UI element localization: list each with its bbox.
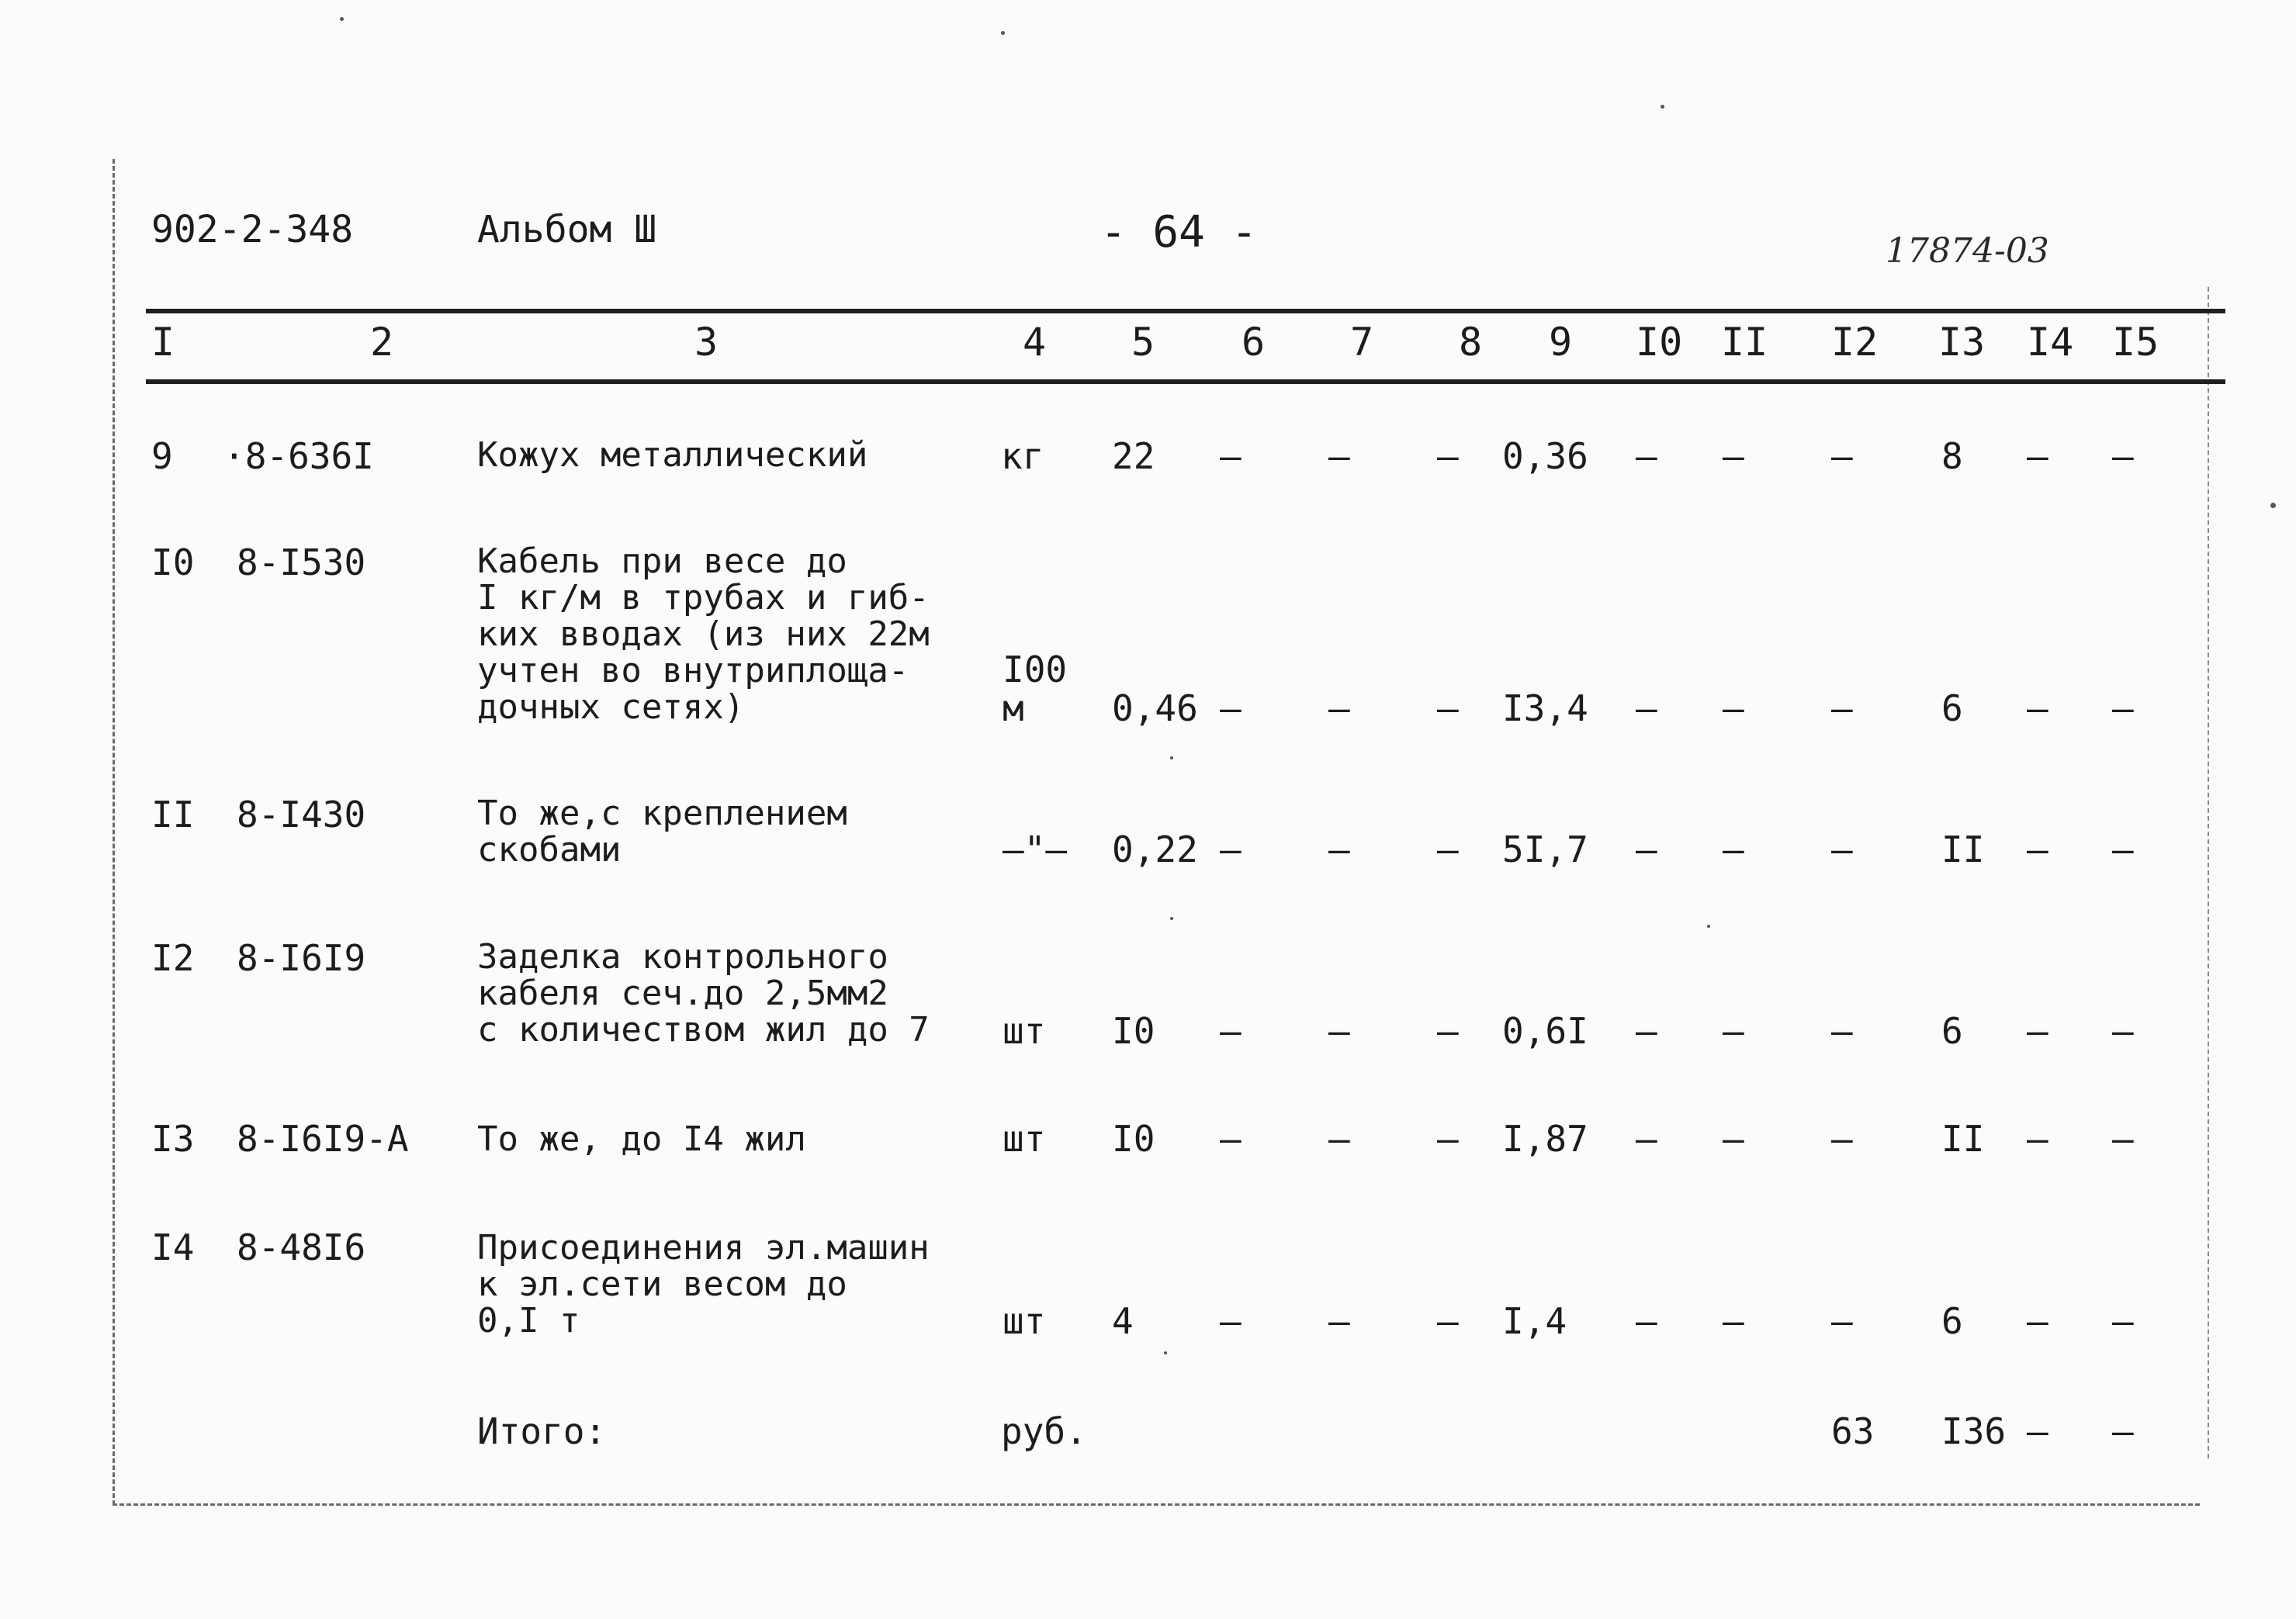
value-col8: – bbox=[1437, 1010, 1459, 1052]
value-col13: II bbox=[1941, 829, 1985, 870]
row-number: I0 bbox=[151, 541, 195, 583]
value-col13: 8 bbox=[1941, 435, 1963, 477]
value-col14: – bbox=[2027, 829, 2048, 870]
value-col12: – bbox=[1831, 1010, 1853, 1052]
column-number: 5 bbox=[1131, 320, 1155, 365]
handwritten-stamp: 17874-03 bbox=[1886, 231, 2049, 271]
row-number: I4 bbox=[151, 1226, 195, 1268]
value-col12: – bbox=[1831, 1118, 1853, 1160]
value-col11: – bbox=[1723, 435, 1744, 477]
value-col9: I,4 bbox=[1502, 1300, 1567, 1342]
quantity: 4 bbox=[1112, 1300, 1134, 1342]
value-col15: – bbox=[2112, 1300, 2134, 1342]
row-number: I3 bbox=[151, 1118, 195, 1160]
value-col7: – bbox=[1328, 435, 1350, 477]
column-number: 2 bbox=[370, 320, 394, 365]
quantity: I0 bbox=[1112, 1118, 1155, 1160]
scan-speck bbox=[340, 17, 344, 21]
column-number: I bbox=[151, 320, 175, 365]
column-number: I3 bbox=[1938, 320, 1986, 365]
scan-speck bbox=[1707, 925, 1710, 928]
page-frame-right bbox=[2208, 287, 2209, 1458]
value-col12: – bbox=[1831, 829, 1853, 870]
column-number: I4 bbox=[2027, 320, 2074, 365]
album-label: Альбом Ш bbox=[477, 208, 657, 251]
scan-speck bbox=[1661, 105, 1664, 109]
work-description: Присоединения эл.машин к эл.сети весом до 0,I т bbox=[477, 1228, 930, 1341]
value-col14: – bbox=[2027, 1010, 2048, 1052]
quantity: 0,22 bbox=[1112, 829, 1198, 870]
value-col9: 0,36 bbox=[1502, 435, 1588, 477]
scan-speck bbox=[2270, 503, 2276, 508]
column-number: 7 bbox=[1350, 320, 1374, 365]
value-col6: – bbox=[1220, 1010, 1242, 1052]
work-description: То же,с креплением скобами bbox=[477, 794, 847, 870]
value-col8: – bbox=[1437, 829, 1459, 870]
value-col14: – bbox=[2027, 1300, 2048, 1342]
value-col11: – bbox=[1723, 1010, 1744, 1052]
value-col10: – bbox=[1636, 435, 1657, 477]
value-col14: – bbox=[2027, 435, 2048, 477]
value-col12: – bbox=[1831, 1300, 1853, 1342]
value-col7: – bbox=[1328, 829, 1350, 870]
value-col12: – bbox=[1831, 687, 1853, 729]
value-col8: – bbox=[1437, 1118, 1459, 1160]
quantity: 0,46 bbox=[1112, 687, 1198, 729]
column-number: 6 bbox=[1242, 320, 1266, 365]
row-number: 9 bbox=[151, 435, 173, 477]
value-col13: 6 bbox=[1941, 687, 1963, 729]
rate-code: 8-I530 bbox=[237, 541, 366, 583]
unit-multiplier: I00 bbox=[1003, 649, 1068, 690]
unit-of-measure: м bbox=[1003, 687, 1024, 729]
value-col11: – bbox=[1723, 687, 1744, 729]
quantity: 22 bbox=[1112, 435, 1155, 477]
value-col13: 6 bbox=[1941, 1300, 1963, 1342]
page-frame-bottom bbox=[113, 1503, 2200, 1506]
rate-code: ·8-636I bbox=[223, 435, 374, 477]
unit-of-measure: шт bbox=[1003, 1118, 1046, 1160]
row-number: II bbox=[151, 794, 195, 835]
total-col15: – bbox=[2112, 1410, 2134, 1452]
work-description: То же, до I4 жил bbox=[477, 1119, 806, 1159]
rate-code: 8-I6I9-А bbox=[237, 1118, 409, 1160]
unit-of-measure: –"– bbox=[1003, 829, 1068, 870]
total-col13: I36 bbox=[1941, 1410, 2007, 1452]
document-code: 902-2-348 bbox=[151, 208, 354, 251]
total-col12: 63 bbox=[1831, 1410, 1875, 1452]
value-col7: – bbox=[1328, 1010, 1350, 1052]
column-number: I0 bbox=[1636, 320, 1683, 365]
value-col15: – bbox=[2112, 435, 2134, 477]
value-col7: – bbox=[1328, 1300, 1350, 1342]
value-col6: – bbox=[1220, 1118, 1242, 1160]
value-col6: – bbox=[1220, 829, 1242, 870]
value-col15: – bbox=[2112, 687, 2134, 729]
header-rule-top bbox=[146, 309, 2225, 313]
value-col8: – bbox=[1437, 1300, 1459, 1342]
value-col9: I3,4 bbox=[1502, 687, 1588, 729]
value-col15: – bbox=[2112, 1010, 2134, 1052]
value-col10: – bbox=[1636, 829, 1657, 870]
work-description: Кабель при весе до I кг/м в трубах и гиб- ких вводах (из них 22м учтен во внутриплоща- дочных сетях) bbox=[477, 541, 930, 727]
column-number: I5 bbox=[2112, 320, 2159, 365]
value-col9: 0,6I bbox=[1502, 1010, 1588, 1052]
column-number: 9 bbox=[1549, 320, 1573, 365]
value-col13: 6 bbox=[1941, 1010, 1963, 1052]
header-rule-bottom bbox=[146, 379, 2225, 384]
value-col10: – bbox=[1636, 1300, 1657, 1342]
value-col7: – bbox=[1328, 1118, 1350, 1160]
total-label: Итого: bbox=[477, 1410, 607, 1452]
page-frame-left bbox=[113, 159, 115, 1505]
value-col11: – bbox=[1723, 1118, 1744, 1160]
page-number: - 64 - bbox=[1100, 207, 1258, 258]
value-col10: – bbox=[1636, 687, 1657, 729]
unit-of-measure: шт bbox=[1003, 1300, 1046, 1342]
row-number: I2 bbox=[151, 937, 195, 979]
column-number: 8 bbox=[1459, 320, 1483, 365]
value-col6: – bbox=[1220, 687, 1242, 729]
total-unit: руб. bbox=[1001, 1410, 1087, 1452]
scan-speck bbox=[1164, 1351, 1167, 1354]
column-number: 4 bbox=[1023, 320, 1047, 365]
column-number: II bbox=[1721, 320, 1768, 365]
value-col6: – bbox=[1220, 435, 1242, 477]
value-col8: – bbox=[1437, 435, 1459, 477]
work-description: Кожух металлический bbox=[477, 435, 868, 475]
rate-code: 8-I6I9 bbox=[237, 937, 366, 979]
value-col14: – bbox=[2027, 687, 2048, 729]
value-col6: – bbox=[1220, 1300, 1242, 1342]
value-col10: – bbox=[1636, 1118, 1657, 1160]
work-description: Заделка контрольного кабеля сеч.до 2,5мм2 с количеством жил до 7 bbox=[477, 937, 930, 1050]
value-col15: – bbox=[2112, 829, 2134, 870]
column-number: I2 bbox=[1831, 320, 1879, 365]
value-col8: – bbox=[1437, 687, 1459, 729]
total-col14: – bbox=[2027, 1410, 2048, 1452]
scan-speck bbox=[1001, 31, 1005, 35]
value-col9: I,87 bbox=[1502, 1118, 1588, 1160]
value-col12: – bbox=[1831, 435, 1853, 477]
scan-speck bbox=[1170, 756, 1173, 759]
value-col11: – bbox=[1723, 1300, 1744, 1342]
unit-of-measure: кг bbox=[1001, 435, 1044, 477]
unit-of-measure: шт bbox=[1003, 1010, 1046, 1052]
value-col14: – bbox=[2027, 1118, 2048, 1160]
rate-code: 8-48I6 bbox=[237, 1226, 366, 1268]
value-col11: – bbox=[1723, 829, 1744, 870]
value-col15: – bbox=[2112, 1118, 2134, 1160]
rate-code: 8-I430 bbox=[237, 794, 366, 835]
value-col10: – bbox=[1636, 1010, 1657, 1052]
value-col7: – bbox=[1328, 687, 1350, 729]
quantity: I0 bbox=[1112, 1010, 1155, 1052]
scan-speck bbox=[1170, 917, 1173, 920]
column-number: 3 bbox=[694, 320, 719, 365]
value-col9: 5I,7 bbox=[1502, 829, 1588, 870]
value-col13: II bbox=[1941, 1118, 1985, 1160]
